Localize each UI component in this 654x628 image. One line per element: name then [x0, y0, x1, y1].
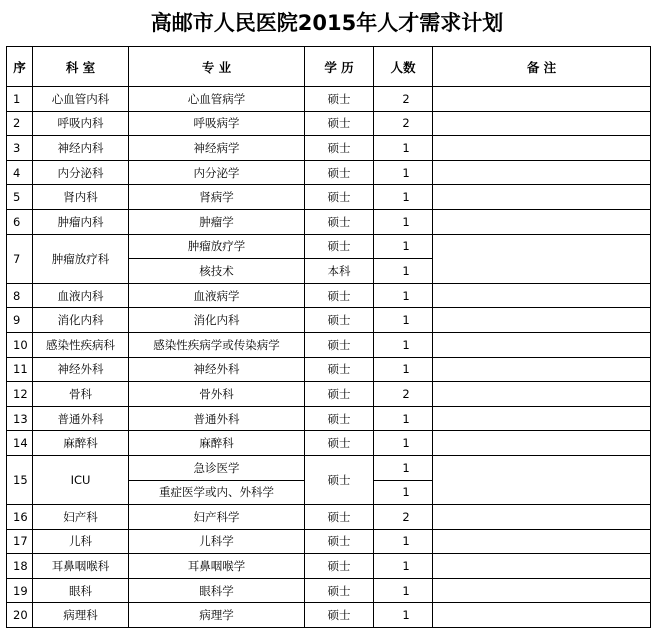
row-degree: 硕士	[305, 406, 374, 431]
table-row	[7, 185, 651, 210]
row-note	[433, 136, 651, 161]
row-count: 1	[374, 480, 433, 505]
row-note	[433, 160, 651, 185]
row-degree: 本科	[305, 259, 374, 284]
row-dept: 耳鼻咽喉科	[33, 554, 129, 579]
row-no: 3	[7, 136, 33, 161]
row-major: 骨外科	[129, 382, 305, 407]
table-row	[7, 505, 651, 530]
header-note: 备 注	[433, 47, 651, 87]
row-note	[433, 234, 651, 283]
row-degree: 硕士	[305, 529, 374, 554]
row-note	[433, 455, 651, 504]
row-count: 1	[374, 209, 433, 234]
row-note	[433, 529, 651, 554]
row-major: 麻醉科	[129, 431, 305, 456]
header-degree: 学 历	[305, 47, 374, 87]
row-dept: 消化内科	[33, 308, 129, 333]
row-note	[433, 283, 651, 308]
row-count: 1	[374, 308, 433, 333]
table-row	[7, 529, 651, 554]
row-major: 心血管病学	[129, 87, 305, 112]
row-note	[433, 382, 651, 407]
row-degree: 硕士	[305, 283, 374, 308]
row-major: 耳鼻咽喉学	[129, 554, 305, 579]
row-no: 8	[7, 283, 33, 308]
talent-plan-table	[6, 46, 651, 628]
table-row	[7, 283, 651, 308]
table-row	[7, 160, 651, 185]
row-degree: 硕士	[305, 209, 374, 234]
row-note	[433, 332, 651, 357]
row-note	[433, 308, 651, 333]
row-no: 5	[7, 185, 33, 210]
row-count: 2	[374, 87, 433, 112]
row-dept: 妇产科	[33, 505, 129, 530]
row-dept: 病理科	[33, 603, 129, 628]
row-degree: 硕士	[305, 554, 374, 579]
row-degree: 硕士	[305, 234, 374, 259]
row-note	[433, 111, 651, 136]
row-no: 9	[7, 308, 33, 333]
row-dept: 神经内科	[33, 136, 129, 161]
row-degree: 硕士	[305, 111, 374, 136]
row-major: 消化内科	[129, 308, 305, 333]
page-title: 高邮市人民医院2015年人才需求计划	[150, 11, 504, 35]
row-count: 1	[374, 529, 433, 554]
row-dept: 普通外科	[33, 406, 129, 431]
row-count: 1	[374, 234, 433, 259]
row-major: 核技术	[129, 259, 305, 284]
row-major: 儿科学	[129, 529, 305, 554]
row-dept: 肾内科	[33, 185, 129, 210]
row-degree: 硕士	[305, 578, 374, 603]
row-no: 15	[7, 455, 33, 504]
row-major: 肾病学	[129, 185, 305, 210]
row-count: 1	[374, 283, 433, 308]
row-degree: 硕士	[305, 382, 374, 407]
table-row	[7, 111, 651, 136]
row-no: 4	[7, 160, 33, 185]
row-count: 2	[374, 382, 433, 407]
row-major: 妇产科学	[129, 505, 305, 530]
row-no: 2	[7, 111, 33, 136]
table-row	[7, 603, 651, 628]
row-note	[433, 87, 651, 112]
row-count: 1	[374, 578, 433, 603]
row-degree: 硕士	[305, 136, 374, 161]
row-count: 1	[374, 603, 433, 628]
row-note	[433, 209, 651, 234]
row-degree: 硕士	[305, 160, 374, 185]
row-major: 神经外科	[129, 357, 305, 382]
row-no: 7	[7, 234, 33, 283]
row-major: 重症医学或内、外科学	[129, 480, 305, 505]
row-note	[433, 578, 651, 603]
row-dept: 麻醉科	[33, 431, 129, 456]
table-row	[7, 455, 651, 480]
row-count: 1	[374, 455, 433, 480]
header-no: 序	[7, 47, 33, 87]
row-count: 1	[374, 185, 433, 210]
table-row	[7, 357, 651, 382]
row-dept: 感染性疾病科	[33, 332, 129, 357]
row-major: 眼科学	[129, 578, 305, 603]
row-dept: 骨科	[33, 382, 129, 407]
row-count: 1	[374, 554, 433, 579]
row-count: 1	[374, 136, 433, 161]
row-degree: 硕士	[305, 431, 374, 456]
row-note	[433, 431, 651, 456]
table-row	[7, 554, 651, 579]
table-row	[7, 209, 651, 234]
row-count: 1	[374, 332, 433, 357]
row-note	[433, 185, 651, 210]
row-note	[433, 505, 651, 530]
row-major: 肿瘤学	[129, 209, 305, 234]
row-dept: 神经外科	[33, 357, 129, 382]
row-dept: 呼吸内科	[33, 111, 129, 136]
row-degree: 硕士	[305, 185, 374, 210]
row-no: 14	[7, 431, 33, 456]
row-note	[433, 603, 651, 628]
row-dept: 眼科	[33, 578, 129, 603]
row-major: 肿瘤放疗学	[129, 234, 305, 259]
row-note	[433, 357, 651, 382]
table-row	[7, 332, 651, 357]
row-degree: 硕士	[305, 308, 374, 333]
row-no: 17	[7, 529, 33, 554]
row-no: 10	[7, 332, 33, 357]
row-no: 1	[7, 87, 33, 112]
row-major: 神经病学	[129, 136, 305, 161]
row-major: 呼吸病学	[129, 111, 305, 136]
row-degree: 硕士	[305, 603, 374, 628]
row-major: 血液病学	[129, 283, 305, 308]
table-row	[7, 308, 651, 333]
row-degree: 硕士	[305, 505, 374, 530]
header-row	[7, 47, 651, 87]
row-count: 2	[374, 505, 433, 530]
row-no: 11	[7, 357, 33, 382]
row-major: 感染性疾病学或传染病学	[129, 332, 305, 357]
table-row	[7, 234, 651, 259]
row-major: 急诊医学	[129, 455, 305, 480]
row-dept: 肿瘤放疗科	[33, 234, 129, 283]
row-no: 19	[7, 578, 33, 603]
header-major: 专 业	[129, 47, 305, 87]
row-count: 1	[374, 431, 433, 456]
row-dept: 心血管内科	[33, 87, 129, 112]
header-dept: 科 室	[33, 47, 129, 87]
row-dept: 内分泌科	[33, 160, 129, 185]
row-note	[433, 554, 651, 579]
row-major: 内分泌学	[129, 160, 305, 185]
row-count: 1	[374, 160, 433, 185]
row-dept: ICU	[33, 455, 129, 504]
row-degree: 硕士	[305, 357, 374, 382]
table-row	[7, 406, 651, 431]
row-no: 6	[7, 209, 33, 234]
row-no: 18	[7, 554, 33, 579]
header-count: 人数	[374, 47, 433, 87]
row-degree: 硕士	[305, 455, 374, 504]
row-count: 2	[374, 111, 433, 136]
row-note	[433, 406, 651, 431]
row-major: 普通外科	[129, 406, 305, 431]
row-no: 13	[7, 406, 33, 431]
table-row	[7, 431, 651, 456]
row-no: 12	[7, 382, 33, 407]
row-dept: 儿科	[33, 529, 129, 554]
row-no: 16	[7, 505, 33, 530]
row-dept: 肿瘤内科	[33, 209, 129, 234]
row-no: 20	[7, 603, 33, 628]
table-row	[7, 382, 651, 407]
row-dept: 血液内科	[33, 283, 129, 308]
row-count: 1	[374, 259, 433, 284]
table-row	[7, 87, 651, 112]
row-major: 病理学	[129, 603, 305, 628]
row-degree: 硕士	[305, 87, 374, 112]
table-row	[7, 578, 651, 603]
row-count: 1	[374, 406, 433, 431]
table-row	[7, 136, 651, 161]
row-degree: 硕士	[305, 332, 374, 357]
row-count: 1	[374, 357, 433, 382]
